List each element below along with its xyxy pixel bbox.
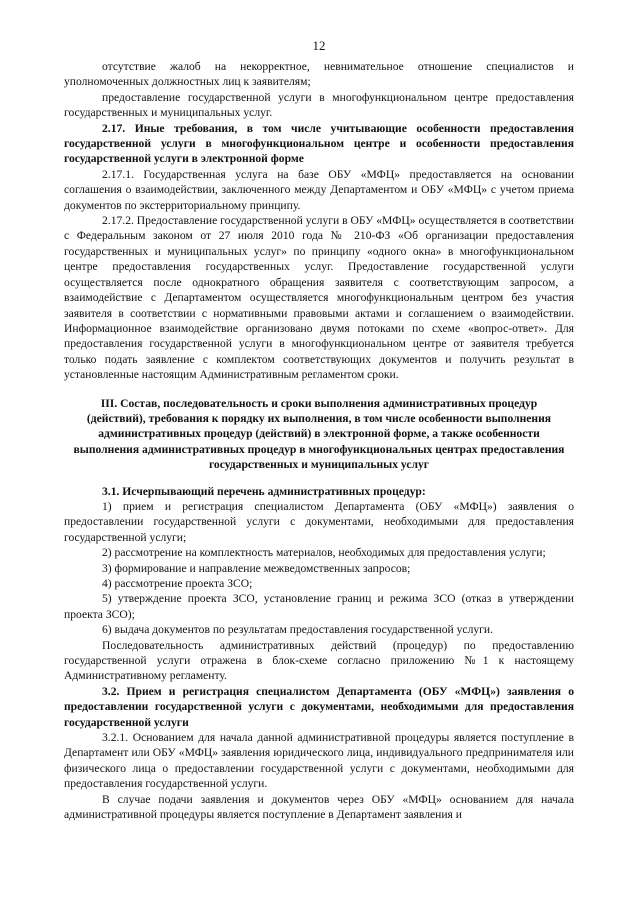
paragraph: 3.2.1. Основанием для начала данной административной процедуры является поступление в Департамент или ОБУ «МФЦ» заявления юридического лица, индивидуального предпринимателя или физического лица о предоставлении государственной услуги с документами, необходимыми для предоставления государственной услуги. bbox=[64, 731, 574, 791]
paragraph: 2.17.2. Предоставление государственной услуги в ОБУ «МФЦ» осуществляется в соответствии с Федеральным законом от 27 июля 2010 года № 210-ФЗ «Об организации предоставления государственных и муниципальных услуг» по принципу «одного окна» в многофункциональном центре предоставления государственных услуг. Предоставление государственной услуги осуществляется после однократного обращения заявителя с соответствующим запросом, а взаимодействие с Департаментом осуществляется многофункциональным центром без участия заявителя в соответствии с нормативными правовыми актами и соглашением о взаимодействии. Информационное взаимодействие организовано двумя потоками по схеме «вопрос-ответ». Для предоставления государственной услуги в многофункциональном центре от заявителя требуется только подать заявление с комплектом соответствующих документов и получить результат в установленные настоящим Административным регламентом сроки. bbox=[64, 214, 574, 382]
subsection-heading: 3.2. Прием и регистрация специалистом Департамента (ОБУ «МФЦ») заявления о предоставлении государственной услуги с документами, необходимыми для предоставления государственной услуги bbox=[64, 684, 574, 729]
paragraph: 2.17.1. Государственная услуга на базе ОБУ «МФЦ» предоставляется на основании соглашения о взаимодействии, заключенного между Департаментом и ОБУ «МФЦ» с учетом приема документов по экстерриториальному принципу. bbox=[64, 167, 574, 212]
paragraph: предоставление государственной услуги в многофункциональном центре предоставления государственных и муниципальных услуг. bbox=[64, 90, 574, 120]
paragraph: В случае подачи заявления и документов через ОБУ «МФЦ» основанием для начала административной процедуры является поступление в Департамент заявления и bbox=[64, 792, 574, 822]
section-title: III. Состав, последовательность и сроки выполнения административных процедур (действий), требования к порядку их выполнения, в том числе особенности выполнения административных процедур (действий) в электронной форме, а также особенности выполнения административных процедур в многофункциональных центрах предоставления государственных и муниципальных услуг bbox=[73, 396, 565, 472]
list-item: 2) рассмотрение на комплектность материалов, необходимых для предоставления услуги; bbox=[102, 546, 546, 560]
list-item: 1) прием и регистрация специалистом Департамента (ОБУ «МФЦ») заявления о предоставлении государственной услуги с документами, необходимыми для предоставления государственной услуги; bbox=[64, 499, 574, 544]
subsection-heading: 2.17. Иные требования, в том числе учитывающие особенности предоставления государственной услуги в многофункциональном центре и особенности предоставления государственной услуги в электронной форме bbox=[64, 121, 574, 166]
list-item: 4) рассмотрение проекта ЗСО; bbox=[102, 577, 253, 590]
paragraph: Последовательность административных действий (процедур) по предоставлению государственной услуги отражена в блок-схеме согласно приложению №1 к настоящему Административному регламенту. bbox=[64, 638, 574, 683]
paragraph: отсутствие жалоб на некорректное, невнимательное отношение специалистов и уполномоченных должностных лиц к заявителям; bbox=[64, 60, 574, 89]
list-item: 5) утверждение проекта ЗСО, установление границ и режима ЗСО (отказ в утверждении проекта ЗСО); bbox=[64, 592, 574, 621]
list-item: 6) выдача документов по результатам предоставления государственной услуги. bbox=[102, 623, 494, 637]
list-item: 3) формирование и направление межведомственных запросов; bbox=[102, 561, 411, 575]
subsection-heading: 3.1. Исчерпывающий перечень административных процедур: bbox=[102, 484, 426, 498]
page-number: 12 bbox=[312, 38, 326, 53]
